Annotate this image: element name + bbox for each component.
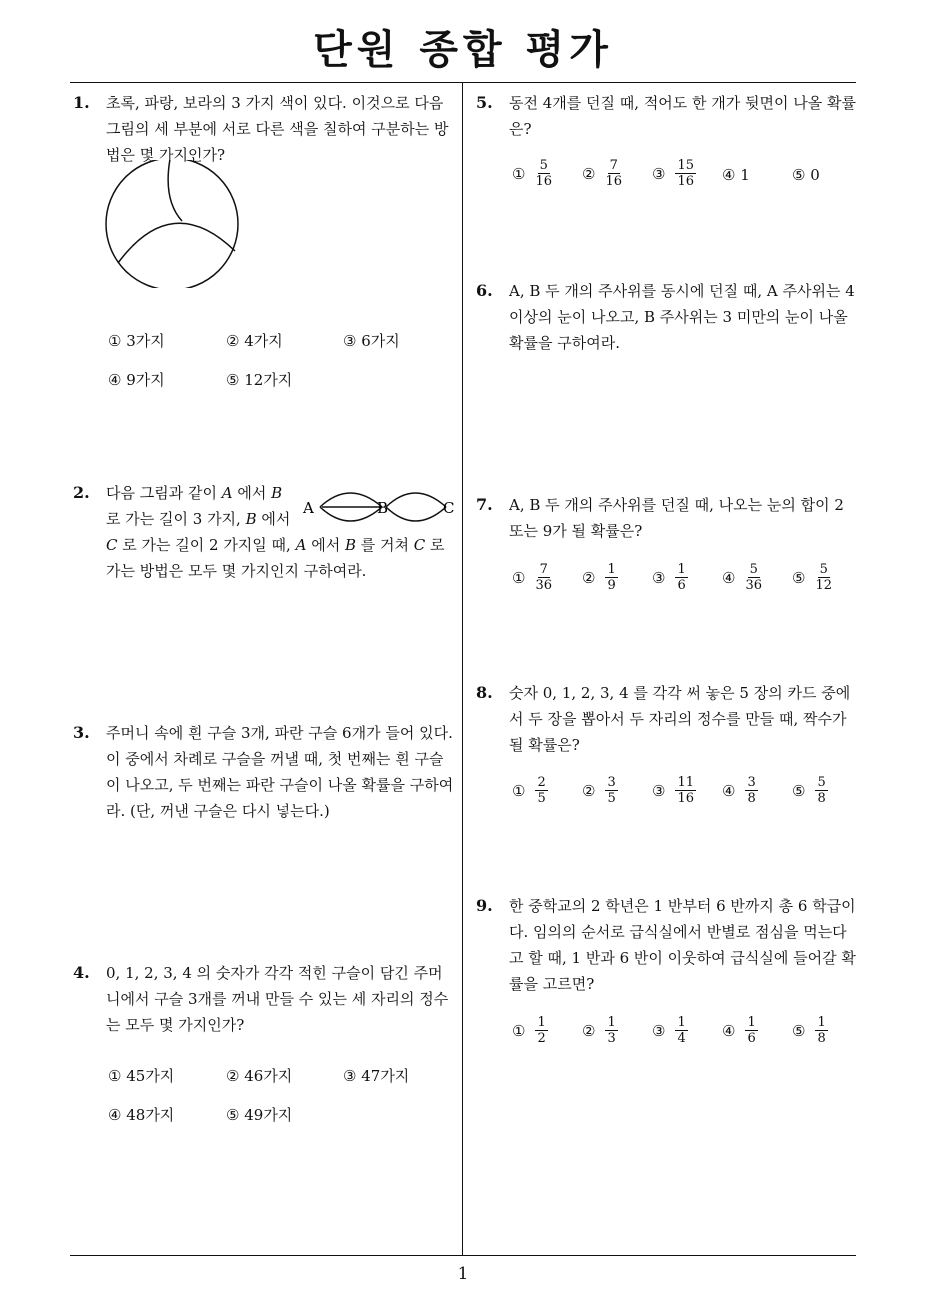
- fraction: $\frac{1}{6}$: [677, 562, 686, 593]
- option-4[interactable]: ④ $\frac{1}{6}$: [722, 1015, 756, 1046]
- question-3: [73, 720, 455, 824]
- question-9: [476, 893, 860, 997]
- route-arc-ab-lower: [320, 507, 382, 521]
- option-4[interactable]: ④ 1: [722, 166, 750, 184]
- bottom-rule: [70, 1255, 856, 1256]
- option-3[interactable]: ③ 47가지: [343, 1066, 410, 1085]
- fraction: $\frac{3}{8}$: [747, 775, 756, 806]
- fraction: $\frac{2}{5}$: [537, 775, 546, 806]
- options-q9: [512, 1015, 852, 1055]
- options-q4: [108, 1065, 458, 1125]
- label-b: B: [377, 499, 389, 517]
- route-arc-ab-upper: [320, 493, 382, 507]
- question-8: [476, 680, 860, 758]
- question-text: 주머니 속에 흰 구슬 3개, 파란 구슬 6개가 들어 있다. 이 중에서 차례로 구슬을 꺼낼 때, 첫 번째는 흰 구슬이 나오고, 두 번째는 파란 구슬이 나올 확률을 구하여라. (단, 꺼낸 구슬은 다시 넣는다.): [106, 724, 454, 820]
- option-1[interactable]: ① 3가지: [108, 331, 165, 350]
- option-3[interactable]: ③ 6가지: [343, 331, 400, 350]
- question-number: 4.: [73, 963, 90, 982]
- option-2[interactable]: ② 46가지: [226, 1066, 293, 1085]
- question-text: A, B 두 개의 주사위를 던질 때, 나오는 눈의 합이 2 또는 9가 될 확률은?: [509, 496, 844, 540]
- options-q1: [108, 330, 458, 390]
- question-number: 9.: [476, 896, 493, 915]
- question-text: 숫자 0, 1, 2, 3, 4 를 각각 써 놓은 5 장의 카드 중에서 두 장을 뽑아서 두 자리의 정수를 만들 때, 짝수가 될 확률은?: [509, 684, 851, 754]
- option-4[interactable]: ④ 48가지: [108, 1105, 175, 1124]
- fraction: $\frac{1}{9}$: [607, 562, 616, 593]
- fraction: $\frac{1}{6}$: [747, 1015, 756, 1046]
- route-diagram: [300, 483, 460, 531]
- option-5[interactable]: ⑤ $\frac{5}{8}$: [792, 775, 826, 806]
- inner-arc-lower: [118, 223, 235, 263]
- fraction: $\frac{1}{8}$: [817, 1015, 826, 1046]
- option-4[interactable]: ④ 9가지: [108, 370, 165, 389]
- fraction: $\frac{11}{16}$: [677, 775, 694, 806]
- question-text: 0, 1, 2, 3, 4 의 숫자가 각각 적힌 구슬이 담긴 주머니에서 구슬 3개를 꺼내 만들 수 있는 세 자리의 정수는 모두 몇 가지인가?: [106, 964, 449, 1034]
- question-number: 2.: [73, 483, 90, 502]
- question-number: 1.: [73, 93, 90, 112]
- question-number: 3.: [73, 723, 90, 742]
- option-5[interactable]: ⑤ 12가지: [226, 370, 293, 389]
- fraction: $\frac{5}{36}$: [745, 562, 762, 593]
- option-1[interactable]: ① $\frac{2}{5}$: [512, 775, 546, 806]
- option-2[interactable]: ② $\frac{7}{16}$: [582, 158, 622, 189]
- question-number: 6.: [476, 281, 493, 300]
- option-4[interactable]: ④ $\frac{5}{36}$: [722, 562, 762, 593]
- inner-arc-upper: [168, 160, 182, 221]
- question-text: A, B 두 개의 주사위를 동시에 던질 때, A 주사위는 4 이상의 눈이 나오고, B 주사위는 3 미만의 눈이 나올 확률을 구하여라.: [509, 282, 855, 352]
- options-q5: [512, 158, 852, 198]
- top-rule: [70, 82, 856, 83]
- column-divider: [462, 82, 463, 1256]
- fraction: $\frac{5}{16}$: [535, 158, 552, 189]
- option-2[interactable]: ② $\frac{1}{9}$: [582, 562, 616, 593]
- option-1[interactable]: ① 45가지: [108, 1066, 175, 1085]
- option-2[interactable]: ② $\frac{1}{3}$: [582, 1015, 616, 1046]
- option-2[interactable]: ② $\frac{3}{5}$: [582, 775, 616, 806]
- label-a: A: [303, 499, 314, 517]
- option-5[interactable]: ⑤ $\frac{5}{12}$: [792, 562, 832, 593]
- question-text: 초록, 파랑, 보라의 3 가지 색이 있다. 이것으로 다음 그림의 세 부분에 서로 다른 색을 칠하여 구분하는 방법은 몇 가지인가?: [106, 94, 449, 164]
- route-arc-bc-lower: [386, 507, 446, 521]
- fraction: $\frac{15}{16}$: [677, 158, 694, 189]
- question-text: 다음 그림과 같이 A 에서 B 로 가는 길이 3 가지, B 에서 C 로 가는 길이 2 가지일 때, A 에서 B 를 거쳐 C 로 가는 방법은 모두 몇 가지인지 구하여라.: [106, 484, 445, 580]
- fraction: $\frac{5}{8}$: [817, 775, 826, 806]
- options-q8: [512, 775, 852, 815]
- option-1[interactable]: ① $\frac{1}{2}$: [512, 1015, 546, 1046]
- label-c: C: [443, 499, 455, 517]
- option-2[interactable]: ② 4가지: [226, 331, 283, 350]
- question-5: [476, 90, 860, 142]
- question-text: 동전 4개를 던질 때, 적어도 한 개가 뒷면이 나올 확률은?: [509, 94, 857, 138]
- fraction: $\frac{5}{12}$: [815, 562, 832, 593]
- question-6: [476, 278, 860, 356]
- question-number: 5.: [476, 93, 493, 112]
- option-3[interactable]: ③ $\frac{11}{16}$: [652, 775, 694, 806]
- page-number: 1: [457, 1264, 469, 1284]
- page-title: 단원 종합 평가: [313, 27, 613, 73]
- option-3[interactable]: ③ $\frac{1}{4}$: [652, 1015, 686, 1046]
- question-number: 8.: [476, 683, 493, 702]
- question-number: 7.: [476, 495, 493, 514]
- question-text: 한 중학교의 2 학년은 1 반부터 6 반까지 총 6 학급이다. 임의의 순서로 급식실에서 반별로 점심을 먹는다고 할 때, 1 반과 6 반이 이웃하여 급식실에 들어갈 확률을 고르면?: [509, 897, 856, 993]
- option-5[interactable]: ⑤ $\frac{1}{8}$: [792, 1015, 826, 1046]
- fraction: $\frac{1}{3}$: [607, 1015, 616, 1046]
- option-3[interactable]: ③ $\frac{1}{6}$: [652, 562, 686, 593]
- option-1[interactable]: ① $\frac{5}{16}$: [512, 158, 552, 189]
- fraction: $\frac{7}{16}$: [605, 158, 622, 189]
- option-5[interactable]: ⑤ 0: [792, 166, 820, 184]
- fraction: $\frac{1}{2}$: [537, 1015, 546, 1046]
- options-q7: [512, 562, 852, 602]
- route-arc-bc-upper: [386, 493, 446, 507]
- question-4: [73, 960, 455, 1038]
- question-1: [73, 90, 455, 168]
- option-3[interactable]: ③ $\frac{15}{16}$: [652, 158, 694, 189]
- option-5[interactable]: ⑤ 49가지: [226, 1105, 293, 1124]
- fraction: $\frac{3}{5}$: [607, 775, 616, 806]
- question-7: [476, 492, 860, 544]
- circle-diagram: [100, 160, 245, 288]
- option-4[interactable]: ④ $\frac{3}{8}$: [722, 775, 756, 806]
- fraction: $\frac{1}{4}$: [677, 1015, 686, 1046]
- fraction: $\frac{7}{36}$: [535, 562, 552, 593]
- option-1[interactable]: ① $\frac{7}{36}$: [512, 562, 552, 593]
